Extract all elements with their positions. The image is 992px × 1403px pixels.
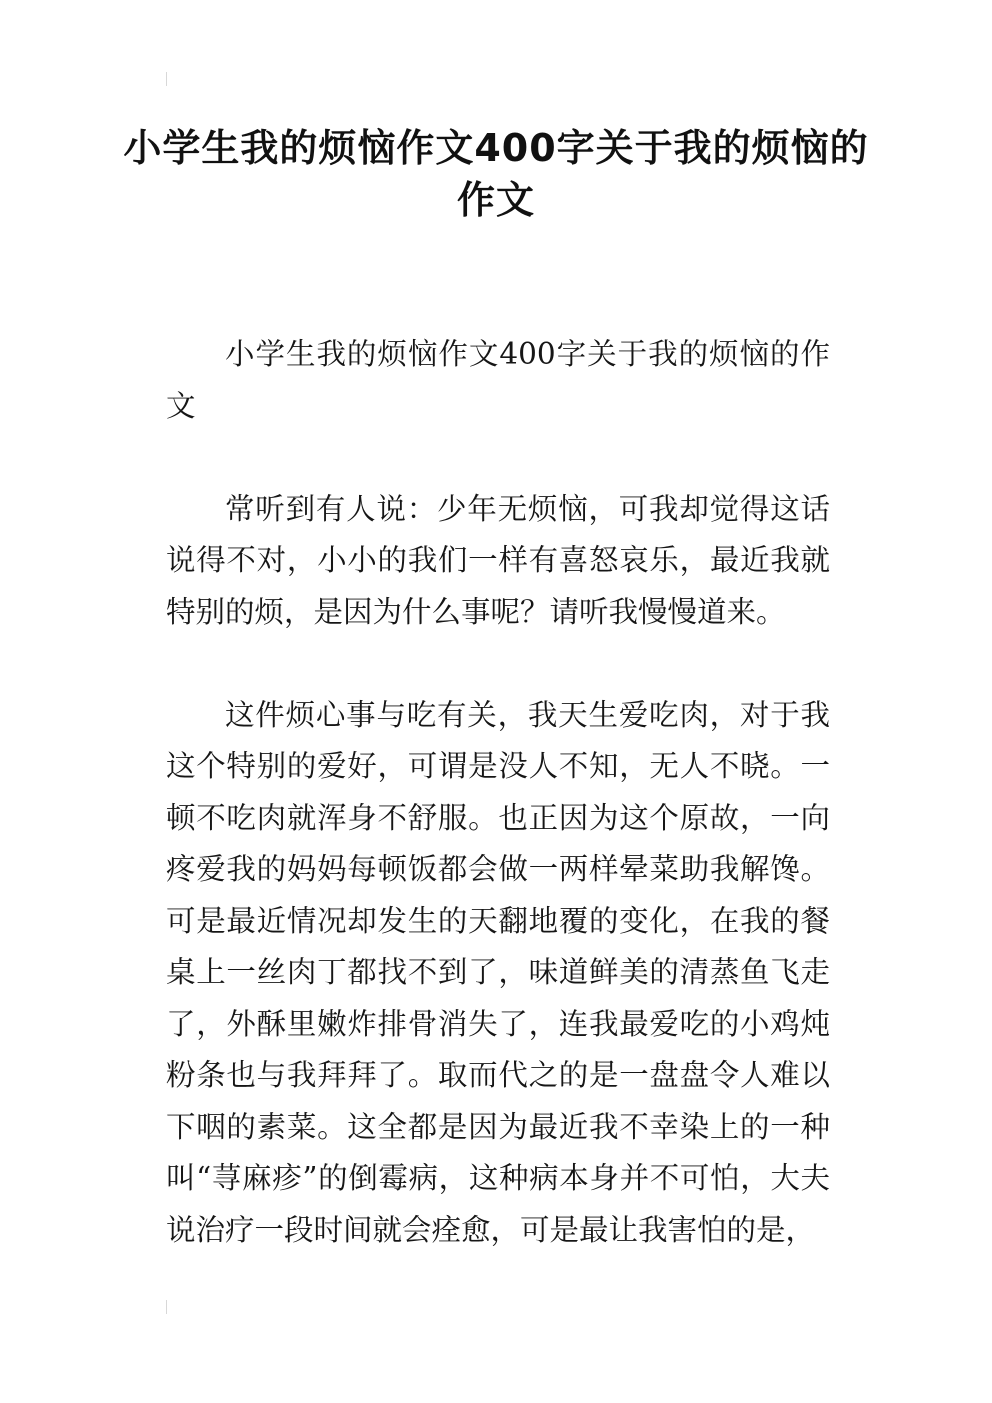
paragraph-3: 这件烦心事与吃有关，我天生爱吃肉，对于我这个特别的爱好，可谓是没人不知，无人不晓。一顿不吃肉就浑身不舒服。也正因为这个原故，一向疼爱我的妈妈每顿饭都会做一两样晕菜助我解馋。可是最近情况却发生的天翻地覆的变化，在我的餐桌上一丝肉丁都找不到了，味道鲜美的清蒸鱼飞走了，外酥里嫩炸排骨消失了，连我最爱吃的小鸡炖粉条也与我拜拜了。取而代之的是一盘盘令人难以下咽的素菜。这全都是因为最近我不幸染上的一种叫“荨麻疹”的倒霉病，这种病本身并不可怕，大夫说治疗一段时间就会痊愈，可是最让我害怕的是， xyxy=(166,697,830,1247)
document-title: 小学生我的烦恼作文400字关于我的烦恼的作文 xyxy=(123,126,869,222)
paragraph-2: 常听到有人说：少年无烦恼，可我却觉得这话说得不对，小小的我们一样有喜怒哀乐，最近我就特别的烦，是因为什么事呢？请听我慢慢道来。 xyxy=(166,491,830,629)
paragraph-1: 小学生我的烦恼作文400字关于我的烦恼的作文 xyxy=(166,337,830,423)
page-corner-mark-top xyxy=(166,72,167,86)
document-body xyxy=(166,329,830,1256)
page-corner-mark-bottom xyxy=(166,1300,167,1314)
